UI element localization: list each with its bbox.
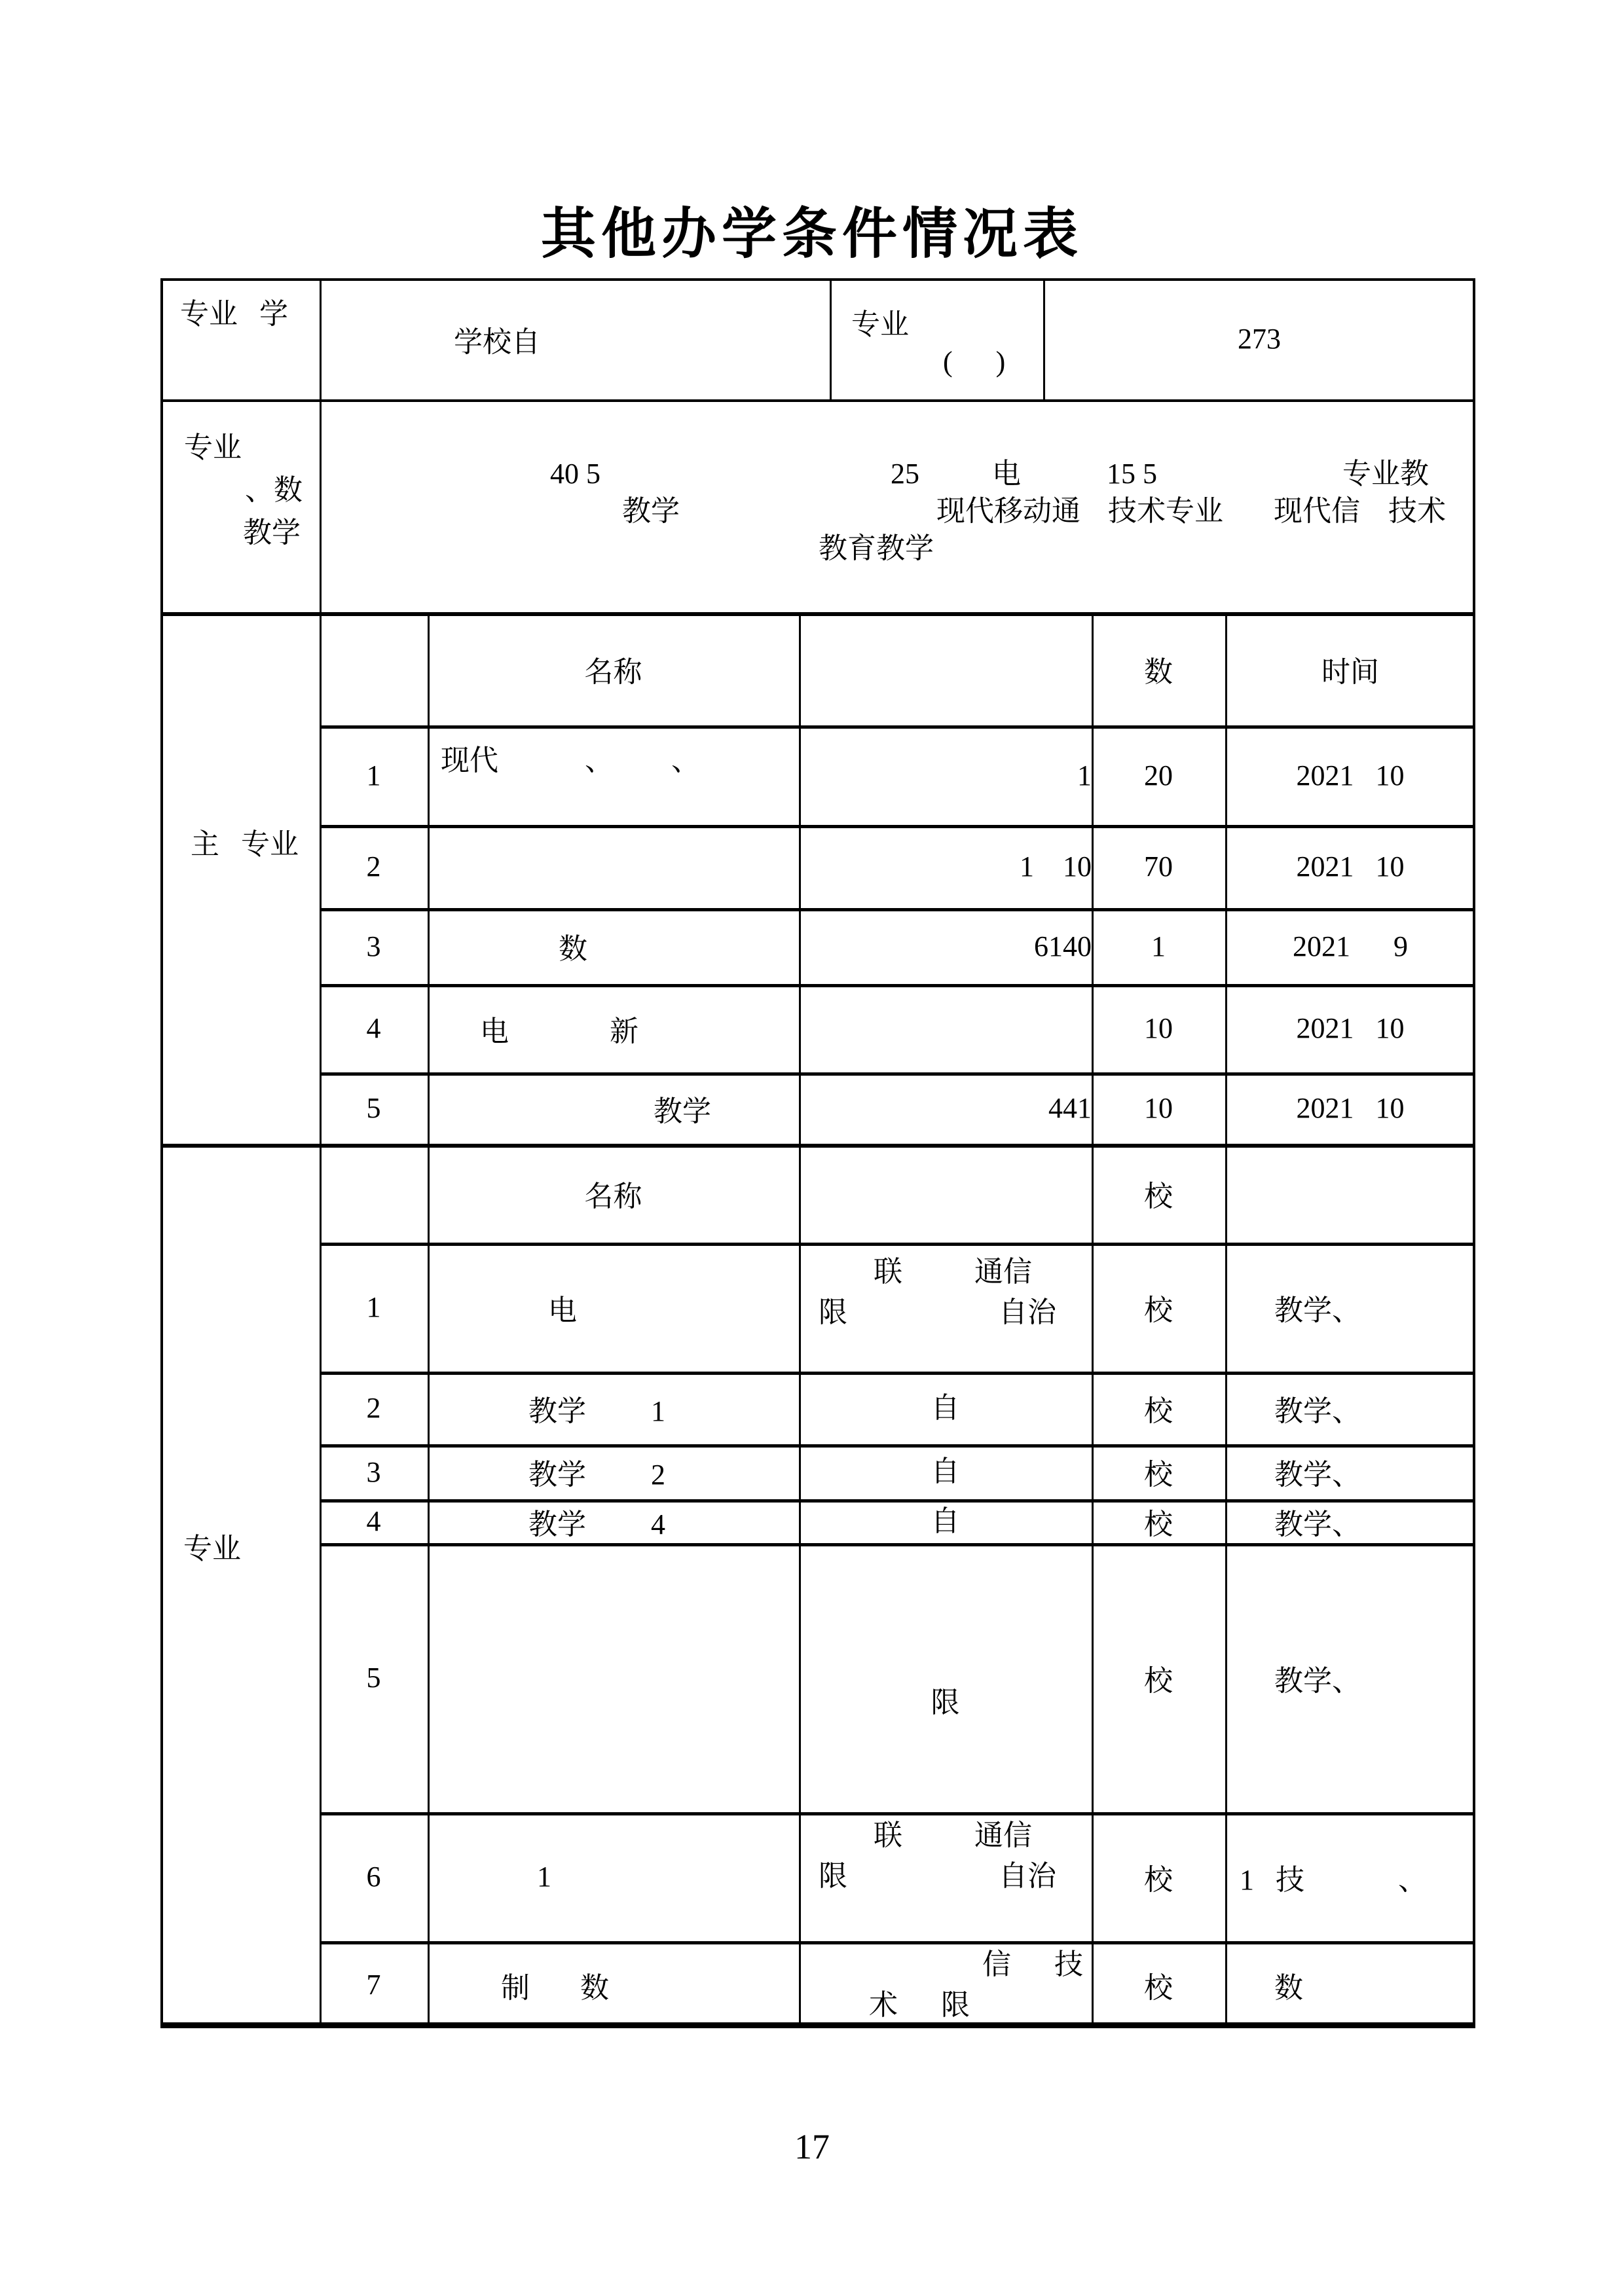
table-row-count: 10 <box>1144 1092 1173 1124</box>
section2-label: 专业 <box>183 1533 241 1565</box>
table-row-school: 校 <box>1144 1664 1173 1697</box>
summary-label-line: 、数 <box>245 474 303 506</box>
table-row-name <box>428 825 799 908</box>
table-row-note: 教学、 <box>1274 1294 1361 1326</box>
table-row-value: 6140 <box>1034 930 1092 962</box>
conditions-table <box>160 278 1475 2028</box>
table-row-value: 1 10 <box>1020 850 1092 883</box>
table-row-detail <box>799 1372 1092 1444</box>
table-row-school: 校 <box>1144 1459 1173 1491</box>
table-row-no: 6 <box>366 1861 381 1893</box>
page-number: 17 <box>794 2127 830 2166</box>
detail-line: 限 自治 <box>819 1859 1056 1892</box>
table-row-name: 电 <box>548 1294 577 1326</box>
table-row-detail <box>799 1499 1092 1543</box>
table-row-school: 校 <box>1144 1971 1173 2004</box>
summary-content-line <box>320 492 1475 530</box>
detail-line: 自 <box>931 1391 960 1424</box>
table-row-no: 1 <box>366 759 381 792</box>
detail-line: 联 通信 <box>874 1819 1032 1851</box>
info-major-line2: ( ) <box>943 346 1006 378</box>
detail-line: 限 <box>931 1686 960 1719</box>
summary-content-line <box>320 530 1475 567</box>
table-row-name: 电 新 <box>480 1015 638 1048</box>
table-row-count: 20 <box>1144 759 1173 792</box>
info-count-cell: 273 <box>1238 323 1281 355</box>
info-row-label: 专业 学 <box>180 298 288 330</box>
table-row-name: 数 <box>559 933 587 965</box>
summary-fragment: 教学 <box>622 495 680 527</box>
summary-fragment: 电 <box>992 458 1021 490</box>
table-row-note: 教学、 <box>1274 1459 1361 1491</box>
table-row-no: 1 <box>366 1291 381 1323</box>
summary-label-line: 教学 <box>243 517 301 549</box>
table-row-name: 教学 <box>654 1095 711 1127</box>
table-row-no: 7 <box>366 1969 381 2001</box>
summary-content-line <box>320 455 1475 492</box>
table-row-detail <box>799 1228 1092 1357</box>
detail-line: 自 <box>931 1504 960 1537</box>
table-row-value: 441 <box>1048 1092 1092 1124</box>
table-row-time: 2021 10 <box>1296 1092 1405 1124</box>
summary-row-label <box>160 399 320 639</box>
table-row-no: 3 <box>366 930 381 962</box>
table-row-note: 数 <box>1274 1971 1303 2004</box>
table-row-detail <box>799 1941 1092 2028</box>
table-row-time: 2021 10 <box>1296 1012 1405 1044</box>
summary-fragment: 专业教 <box>1342 458 1429 490</box>
table-row-time: 2021 9 <box>1293 930 1408 962</box>
detail-line: 信 技 <box>982 1948 1083 1980</box>
table-row-school: 校 <box>1144 1294 1173 1326</box>
table-row-count: 10 <box>1144 1012 1173 1044</box>
table-row-school: 校 <box>1144 1863 1173 1896</box>
section1-header-count: 数 <box>1144 655 1173 688</box>
summary-fragment: 现代信 <box>1274 495 1360 527</box>
detail-line: 术 限 <box>869 1988 970 2021</box>
table-row-no: 2 <box>366 1392 381 1424</box>
summary-label-line: 专业 <box>184 431 242 464</box>
section2-header-school: 校 <box>1144 1180 1173 1212</box>
table-row-name: 制 数 <box>501 1971 609 2004</box>
summary-fragment: 25 <box>891 458 919 490</box>
section1-header-name: 名称 <box>584 655 642 688</box>
table-row-no: 2 <box>366 850 381 883</box>
table-row-name: 教学 4 <box>528 1508 665 1540</box>
info-school-cell: 学校自 <box>454 325 540 358</box>
table-row-no: 5 <box>366 1092 381 1124</box>
table-row-name: 1 <box>537 1861 551 1893</box>
section1-label: 主 专业 <box>191 828 299 860</box>
table-row-no: 4 <box>366 1505 381 1537</box>
info-major-line1: 专业 <box>851 308 909 340</box>
table-row-name: 教学 2 <box>528 1459 665 1491</box>
table-row-note: 教学、 <box>1274 1394 1361 1427</box>
table-row-school: 校 <box>1144 1508 1173 1540</box>
table-row-no: 3 <box>366 1455 381 1488</box>
table-row-note: 1 技 、 <box>1240 1863 1427 1896</box>
detail-line: 自 <box>931 1455 960 1487</box>
table-row-value: 1 <box>1077 759 1092 792</box>
summary-fragment: 40 5 <box>550 458 600 490</box>
table-row-no: 4 <box>366 1012 381 1044</box>
table-row-time: 2021 10 <box>1296 759 1405 792</box>
table-row-count: 1 <box>1151 930 1166 962</box>
section2-header-name: 名称 <box>584 1180 642 1212</box>
table-row-name: 教学 1 <box>528 1394 665 1427</box>
table-row-detail <box>799 1444 1092 1499</box>
grid-line <box>160 1144 1475 1148</box>
summary-fragment: 教育教学 <box>819 532 934 564</box>
summary-fragment: 技术 <box>1388 495 1446 527</box>
summary-fragment: 现代移动通 <box>936 495 1080 527</box>
table-row-count: 70 <box>1144 850 1173 883</box>
table-row-note: 教学、 <box>1274 1664 1361 1697</box>
page-title: 其他办学条件情况表 <box>540 204 1083 265</box>
detail-line: 联 通信 <box>874 1255 1032 1288</box>
table-row-note: 教学、 <box>1274 1508 1361 1540</box>
summary-fragment: 技术专业 <box>1108 495 1223 527</box>
detail-line: 限 自治 <box>819 1296 1056 1328</box>
section1-header-time: 时间 <box>1321 655 1379 688</box>
table-row-name: 现代 、 、 <box>441 744 700 776</box>
table-row-no: 5 <box>366 1662 381 1694</box>
summary-fragment: 15 5 <box>1107 458 1157 490</box>
table-row-time: 2021 10 <box>1296 850 1405 883</box>
table-row-school: 校 <box>1144 1394 1173 1427</box>
table-row-detail <box>799 1791 1092 1920</box>
